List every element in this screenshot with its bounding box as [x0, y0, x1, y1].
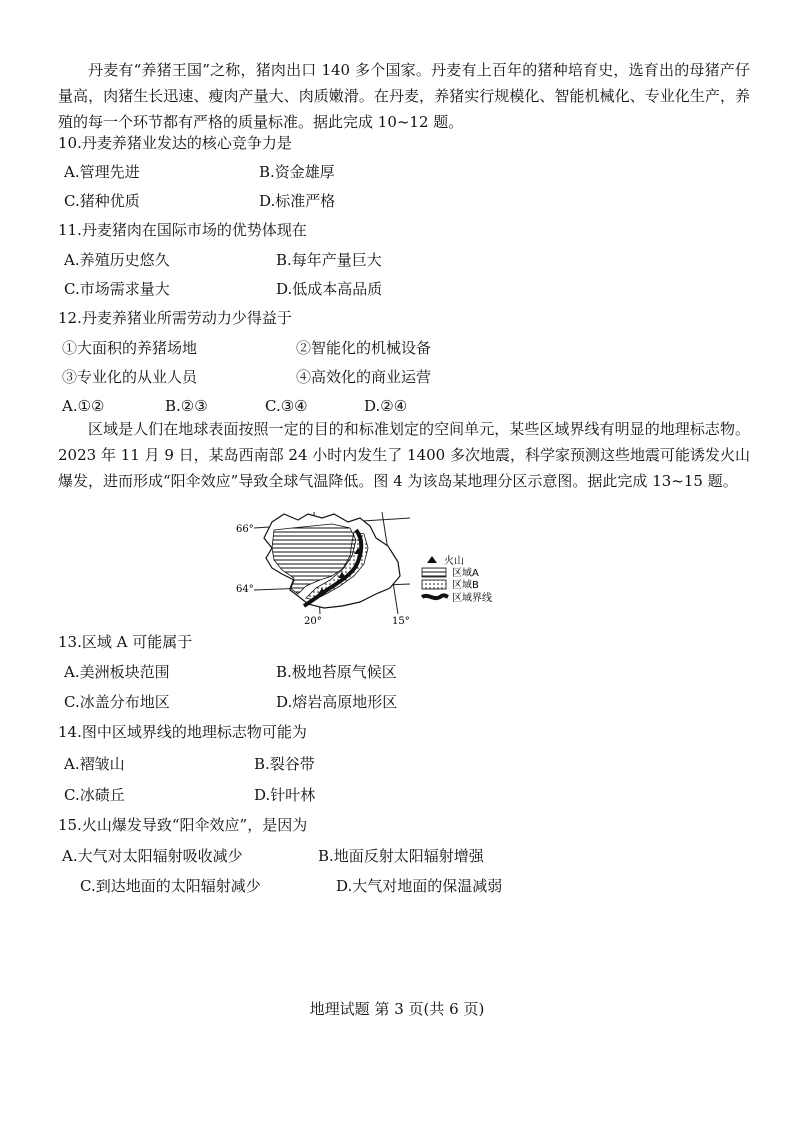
q11-option-d: D.低成本高品质 [276, 280, 383, 298]
lat-label-66: 66° [236, 524, 254, 535]
q14-option-c: C.冰碛丘 [64, 786, 125, 804]
lat-label-64: 64° [236, 584, 254, 595]
legend-region-a-swatch [422, 568, 446, 577]
q12-option-c: C.③④ [265, 397, 308, 415]
passage-region: 区域是人们在地球表面按照一定的目的和标准划定的空间单元，某些区域界线有明显的地理标志物。2023 年 11 月 9 日，某岛西南部 24 小时内发生了 1400 多次地震，科学家预测这些地震可能诱发火山爆发，进而形成“阳伞效应”导致全球气温降低。图 4 为该岛某地理分区示意图。据此完成 13~15 题。 [58, 420, 750, 490]
q12-item-2: ②智能化的机械设备 [296, 339, 432, 357]
question-13-stem: 13.区域 A 可能属于 [58, 633, 193, 651]
q12-option-a: A.①② [62, 397, 105, 415]
lon-label-20: 20° [304, 616, 322, 626]
lon-label-15: 15° [392, 616, 410, 626]
q14-option-a: A.褶皱山 [64, 755, 125, 773]
q13-option-c: C.冰盖分布地区 [64, 693, 170, 711]
q15-option-a: A.大气对太阳辐射吸收减少 [62, 847, 243, 865]
q12-option-b: B.②③ [165, 397, 208, 415]
q12-item-1: ①大面积的养猪场地 [62, 339, 198, 357]
q10-option-a: A.管理先进 [64, 163, 140, 181]
q11-option-a: A.养殖历史悠久 [64, 251, 170, 269]
q15-option-b: B.地面反射太阳辐射增强 [318, 847, 484, 865]
legend-boundary-label: 区域界线 [452, 593, 492, 604]
q10-option-b: B.资金雄厚 [259, 163, 335, 181]
legend-region-b-swatch [422, 580, 446, 589]
page-footer: 地理试题 第 3 页(共 6 页) [309, 1000, 485, 1018]
q15-option-d: D.大气对地面的保温减弱 [336, 877, 503, 895]
q14-option-b: B.裂谷带 [254, 755, 315, 773]
q10-option-c: C.猪种优质 [64, 192, 140, 210]
question-12-stem: 12.丹麦养猪业所需劳动力少得益于 [58, 309, 292, 327]
question-10-stem: 10.丹麦养猪业发达的核心竞争力是 [58, 134, 292, 152]
q12-item-3: ③专业化的从业人员 [62, 368, 198, 386]
map-legend [422, 554, 492, 604]
legend-volcano-icon [427, 556, 437, 563]
q13-option-b: B.极地苔原气候区 [276, 663, 397, 681]
question-14-stem: 14.图中区域界线的地理标志物可能为 [58, 723, 307, 741]
legend-region-b-label: 区域B [452, 580, 479, 591]
q12-item-4: ④高效化的商业运营 [296, 368, 432, 386]
passage-denmark: 丹麦有“养猪王国”之称，猪肉出口 140 多个国家。丹麦有上百年的猪种培育史，选育出的母猪产仔量高，肉猪生长迅速、瘦肉产量大、肉质嫩滑。在丹麦，养猪实行规模化、智能机械化、专业化生产，养殖的每一个环节都有严格的质量标准。据此完成 10~12 题。 [58, 61, 750, 131]
q10-option-d: D.标准严格 [259, 192, 336, 210]
q14-option-d: D.针叶林 [254, 786, 316, 804]
q11-option-b: B.每年产量巨大 [276, 251, 382, 269]
question-15-stem: 15.火山爆发导致“阳伞效应”，是因为 [58, 816, 308, 834]
q13-option-d: D.熔岩高原地形区 [276, 693, 398, 711]
q11-option-c: C.市场需求量大 [64, 280, 170, 298]
q13-option-a: A.美洲板块范围 [64, 663, 170, 681]
island-region-map [232, 510, 512, 626]
q12-option-d: D.②④ [364, 397, 408, 415]
legend-boundary-swatch [422, 595, 448, 598]
map-figure [232, 510, 512, 626]
legend-region-a-label: 区域A [452, 568, 479, 579]
legend-volcano-label: 火山 [444, 556, 464, 567]
q15-option-c: C.到达地面的太阳辐射减少 [80, 877, 261, 895]
question-11-stem: 11.丹麦猪肉在国际市场的优势体现在 [58, 221, 307, 239]
